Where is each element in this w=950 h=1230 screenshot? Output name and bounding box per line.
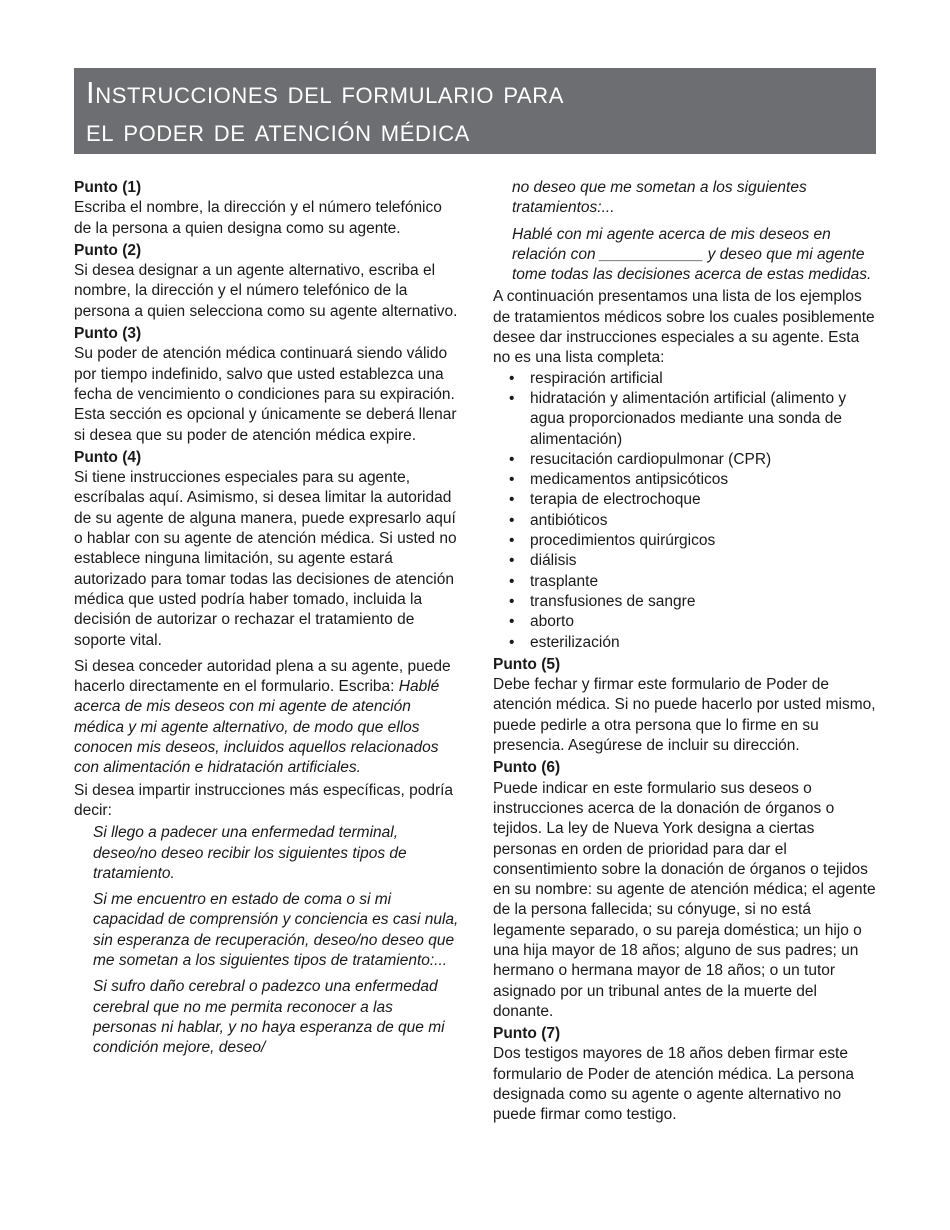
section-heading-punto-3: Punto (3) <box>74 325 142 343</box>
list-item: • respiración artificial <box>493 369 879 389</box>
full-authority-example: Hablé acerca de mis deseos con mi agente de atención médica y mi agente alternativo, de modo que ellos conocen mis deseos, incluidos aquellos relacionados con alimentación e hidratación artificiales. <box>74 678 440 777</box>
section-text-punto-6: Puede indicar en este formulario sus deseos o instrucciones acerca de la donación de órganos o tejidos. La ley de Nueva York designa a ciertas personas en orden de prioridad para dar el consentimiento sobre la donación de órganos o tejidos en su nombre: su agente de atención médica; el agente de la persona fallecida; su cónyuge, si no está legamente separado, o su pareja doméstica; un hijo o una hija mayor de 18 años; alguno de sus padres; un hermano o hermana mayor de 18 años; o un tutor asignado por un tribunal antes de la muerte del donante. <box>493 779 876 1020</box>
section-heading-punto-2: Punto (2) <box>74 241 142 259</box>
specific-instructions-intro: Si desea impartir instrucciones más específicas, podría decir: <box>74 781 454 819</box>
list-item: • esterilización <box>493 633 879 653</box>
treatment-list <box>493 369 879 653</box>
section-text-punto-2: Si desea designar a un agente alternativo, escriba el nombre, la dirección y el número telefónico de la persona a quien selecciona como su agente alternativo. <box>74 262 458 320</box>
example-brain-damage-start: Si sufro daño cerebral o padezco una enfermedad cerebral que no me permita reconocer a las personas ni hablar, y no haya esperanza de que mi condición mejore, deseo/ <box>93 978 445 1057</box>
list-item: • aborto <box>493 612 879 632</box>
section-heading-punto-5: Punto (5) <box>493 655 561 673</box>
full-authority-text: Si desea conceder autoridad plena a su agente, puede hacerlo directamente en el formulario. Escriba: <box>74 657 451 696</box>
list-item: • medicamentos antipsicóticos <box>493 470 879 490</box>
list-item: • transfusiones de sangre <box>493 592 879 612</box>
example-brain-damage-end: no deseo que me sometan a los siguientes tratamientos:... <box>512 179 807 217</box>
section-text-punto-5: Debe fechar y firmar este formulario de Poder de atención médica. Si no puede hacerlo por usted mismo, puede pedirle a otra persona que lo firme en su presencia. Asegúrese de incluir su dirección. <box>493 676 876 755</box>
list-item: • terapia de electrochoque <box>493 490 879 510</box>
title-banner <box>74 68 876 154</box>
list-item: • diálisis <box>493 551 879 571</box>
section-text-punto-4: Si tiene instrucciones especiales para su agente, escríbalas aquí. Asimismo, si desea limitar la autoridad de su agente de alguna manera, puede expresarlo aquí o hablar con su agente de atención médica. Si usted no establece ninguna limitación, su agente estará autorizado para tomar todas las decisiones de atención médica que usted podría haber tomado, incluida la decisión de autorizar o rechazar el tratamiento de soporte vital. <box>74 469 457 649</box>
example-terminal-illness: Si llego a padecer una enfermedad terminal, deseo/no deseo recibir los siguientes tipos de tratamiento. <box>93 824 407 882</box>
treatment-list-intro: A continuación presentamos una lista de los ejemplos de tratamientos médicos sobre los cuales posiblemente desee dar instrucciones especiales a su agente. Esta no es una lista completa: <box>493 288 875 367</box>
right-column <box>493 178 879 1126</box>
full-authority-paragraph <box>74 657 460 779</box>
page-title-line-1: Instrucciones del formulario para <box>86 75 565 110</box>
example-agent-discussion: Hablé con mi agente acerca de mis deseos en relación con ____________ y deseo que mi agente tome todas las decisiones acerca de estas medidas. <box>512 225 872 284</box>
section-heading-punto-6: Punto (6) <box>493 759 561 777</box>
list-item: • antibióticos <box>493 511 879 531</box>
left-column <box>74 178 460 1058</box>
section-heading-punto-7: Punto (7) <box>493 1025 561 1043</box>
list-item: • hidratación y alimentación artificial (alimento y agua proporcionados mediante una sonda de alimentación) <box>493 389 879 450</box>
section-heading-punto-1: Punto (1) <box>74 179 142 196</box>
page-title-line-2: el poder de atención médica <box>86 113 470 148</box>
list-item: • resucitación cardiopulmonar (CPR) <box>493 450 879 470</box>
list-item: • trasplante <box>493 572 879 592</box>
section-text-punto-1: Escriba el nombre, la dirección y el número telefónico de la persona a quien designa como su agente. <box>74 199 442 237</box>
example-coma: Si me encuentro en estado de coma o si mi capacidad de comprensión y conciencia es casi nula, sin esperanza de recuperación, deseo/no deseo que me sometan a los siguientes tipos de tratamiento:... <box>93 891 459 969</box>
list-item: • procedimientos quirúrgicos <box>493 531 879 551</box>
section-text-punto-3: Su poder de atención médica continuará siendo válido por tiempo indefinido, salvo que usted establezca una fecha de vencimiento o condiciones para su expiración. Esta sección es opcional y únicamente se deberá llenar si desea que su poder de atención médica expire. <box>74 345 457 444</box>
section-heading-punto-4: Punto (4) <box>74 448 142 466</box>
section-text-punto-7: Dos testigos mayores de 18 años deben firmar este formulario de Poder de atención médica. La persona designada como su agente o agente alternativo no puede firmar como testigo. <box>493 1045 855 1124</box>
